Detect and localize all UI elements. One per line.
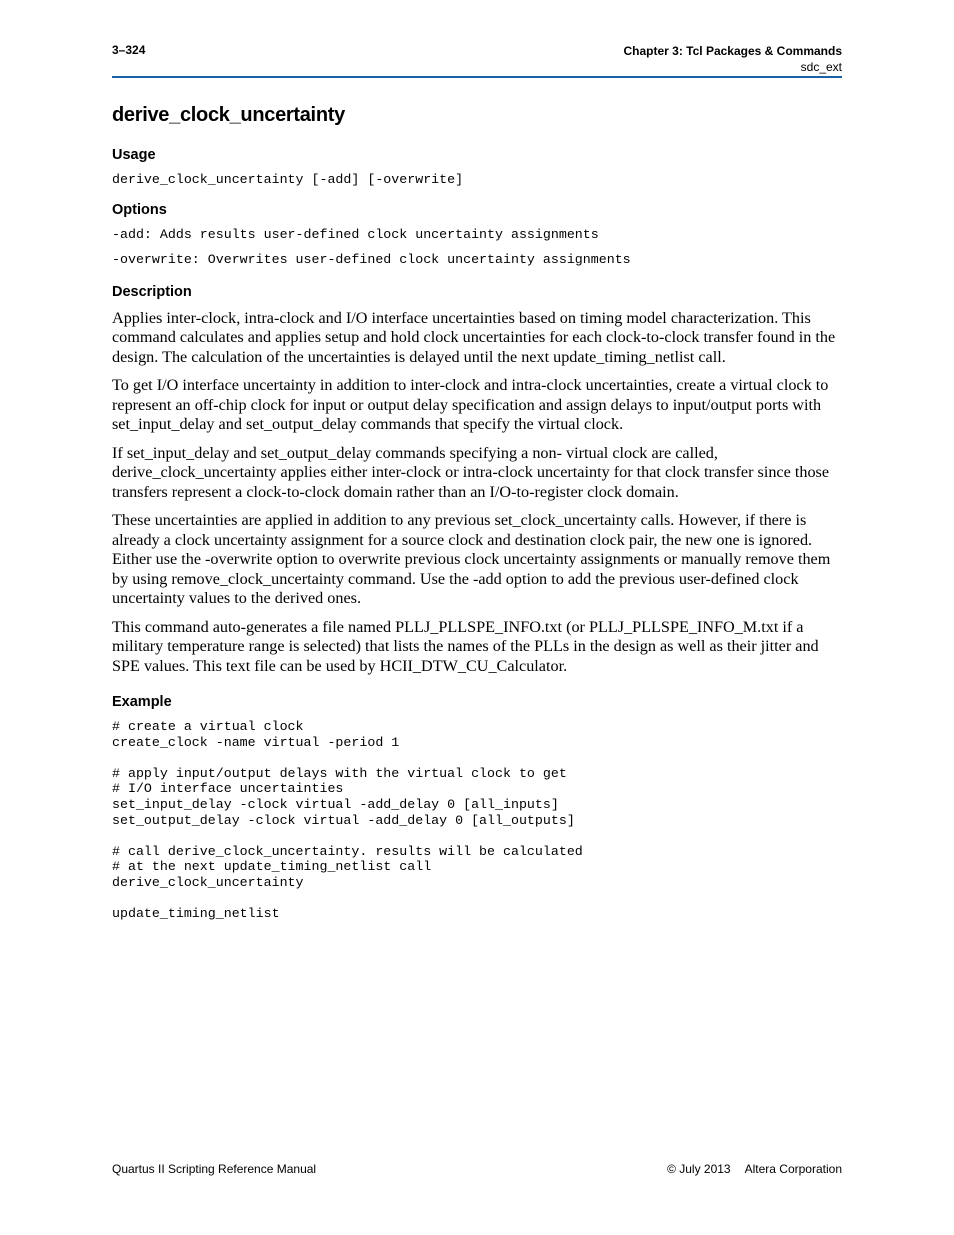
example-code: # create a virtual clock create_clock -name virtual -period 1 # apply input/output delays with the virtual clock to get # I/O interface uncertainties set_input_delay -clock virtual -add_delay 0 [all_inputs] set_output_delay -clock virtual -add_delay 0 [all_outputs] # call derive_clock_uncertainty. results will be calculated # at the next update_timing_netlist call derive_clock_uncertainty update_timing_netlist — [112, 719, 583, 922]
page-content — [112, 104, 842, 936]
footer-manual-title: Quartus II Scripting Reference Manual — [112, 1162, 317, 1176]
header-rule — [112, 76, 842, 78]
description-paragraph: If set_input_delay and set_output_delay commands specifying a non- virtual clock are called, derive_clock_uncertainty applies either inter-clock or intra-clock uncertainty for that clock transfer since those transfers represent a clock-to-clock domain rather than an I/O-to-register clock domain. — [112, 443, 830, 501]
description-paragraph: These uncertainties are applied in addition to any previous set_clock_uncertainty calls. However, if there is already a clock uncertainty assignment for a source clock and destination clock pair, the new one is ignored. Either use the -overwrite option to overwrite previous clock uncertainty assignments or manually remove them by using remove_clock_uncertainty command. Use the -add option to add the previous user-defined clock uncertainty values to the derived ones. — [112, 511, 831, 607]
command-title: derive_clock_uncertainty — [112, 104, 345, 126]
usage-section — [112, 147, 842, 188]
page-number: 3–324 — [112, 43, 146, 57]
running-header — [623, 43, 842, 75]
footer-company: Altera Corporation — [744, 1162, 842, 1176]
option-add: -add: Adds results user-defined clock uncertainty assignments — [112, 226, 599, 242]
description-paragraph: To get I/O interface uncertainty in addition to inter-clock and intra-clock uncertainties, create a virtual clock to represent an off-chip clock for input or output delay specification and assign delays to input/output ports with set_input_delay and set_output_delay commands that specify the virtual clock. — [112, 376, 829, 433]
description-heading: Description — [112, 283, 192, 300]
description-paragraph: Applies inter-clock, intra-clock and I/O interface uncertainties based on timing model characterization. This command calculates and applies setup and hold clock uncertainties for each clock-to-clock transfer found in the design. The calculation of the uncertainties is delayed until the next update_timing_netlist call. — [112, 308, 836, 366]
footer-copyright — [667, 1162, 842, 1176]
footer-date: © July 2013 — [667, 1162, 731, 1176]
description-paragraph: This command auto-generates a file named PLLJ_PLLSPE_INFO.txt (or PLLJ_PLLSPE_INFO_M.txt if a military temperature range is selected) that lists the names of the PLLs in the design as well as their jitter and SPE values. This text file can be used by HCII_DTW_CU_Calculator. — [112, 617, 819, 675]
section-name: sdc_ext — [800, 60, 842, 74]
options-heading: Options — [112, 201, 167, 218]
description-section — [112, 284, 842, 677]
option-overwrite: -overwrite: Overwrites user-defined clock uncertainty assignments — [112, 252, 631, 267]
chapter-title: Chapter 3: Tcl Packages & Commands — [623, 44, 842, 58]
example-section — [112, 694, 842, 922]
usage-text: derive_clock_uncertainty [-add] [-overwrite] — [112, 172, 464, 187]
options-section — [112, 202, 842, 268]
example-heading: Example — [112, 694, 172, 710]
usage-heading: Usage — [112, 147, 156, 163]
